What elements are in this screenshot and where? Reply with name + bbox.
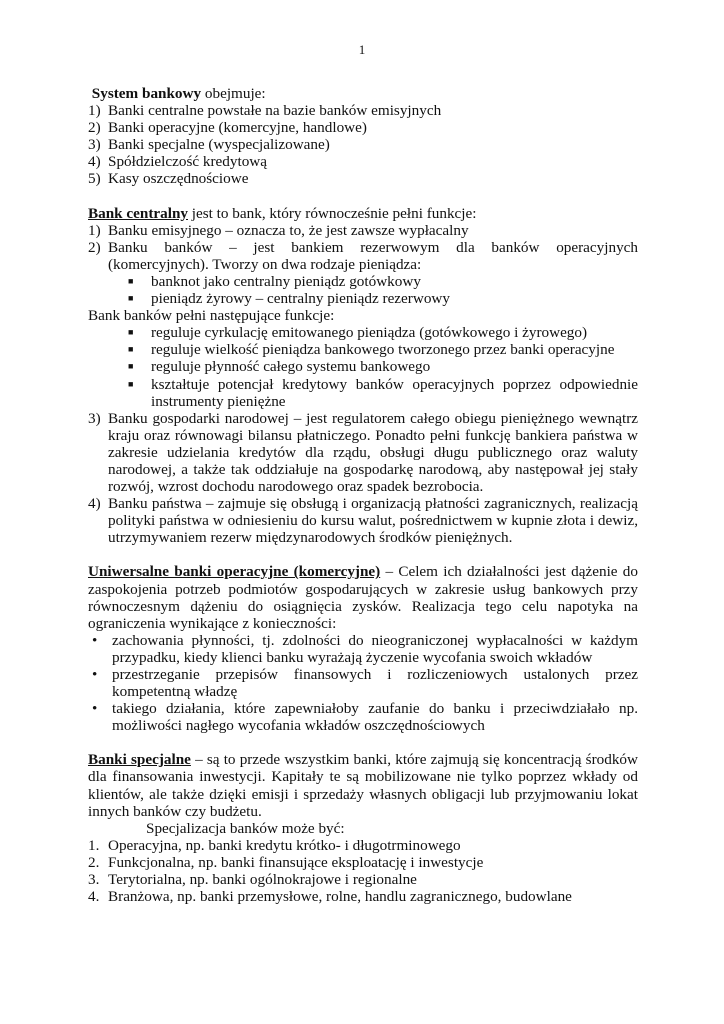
square-bullet-icon: ■ bbox=[128, 378, 134, 389]
square-bullet-item: ■ reguluje wielkość pieniądza bankowego tworzonego przez banki operacyjne bbox=[128, 341, 615, 359]
dot-bullet-item: • takiego działania, które zapewniałoby zaufanie do banku i przeciwdziałało np. możliwości nagłego wycofania wkładów oszczędnościowych bbox=[92, 700, 638, 735]
dot-bullet-item: • zachowania płynności, tj. zdolności do nieograniczonej wypłacalności w każdym przypadku, kiedy klienci banku wyrażają życzenie wycofania swoich wkładów bbox=[92, 631, 638, 666]
list-item: 2) Banki operacyjne (komercyjne, handlowe) bbox=[88, 119, 367, 137]
list-item: 2. Funkcjonalna, np. banki finansujące eksploatację i inwestycje bbox=[88, 853, 484, 871]
section-heading: Banki specjalne bbox=[88, 751, 191, 769]
bullet-icon: • bbox=[92, 700, 98, 718]
square-bullet-item: ■ reguluje płynność całego systemu bankowego bbox=[128, 358, 431, 376]
page-number: 1 bbox=[358, 42, 366, 57]
section-heading: System bankowy bbox=[91, 85, 202, 102]
square-bullet-icon: ■ bbox=[128, 275, 134, 286]
square-bullet-icon: ■ bbox=[128, 327, 134, 338]
list-item: 3) Banki specjalne (wyspecjalizowane) bbox=[88, 136, 330, 154]
section-banki-specjalne-intro: Banki specjalne – są to przede wszystkim banki, które zajmują się koncentracją środków dla finansowania inwestycji. Kapitały te są mobilizowane nie tylko poprzez wkłady od klientów, ale także dzięki emisji i sprzedaży własnych obligacji lub przyjmowaniu lokat innych banków czy budżetu. bbox=[88, 751, 638, 820]
square-bullet-icon: ■ bbox=[128, 344, 134, 355]
list-item: 1) Banki centralne powstałe na bazie banków emisyjnych bbox=[88, 102, 442, 120]
list-item: 2) Banku banków – jest bankiem rezerwowym dla banków operacyjnych (komercyjnych). Tworzy on dwa rodzaje pieniądza: bbox=[88, 238, 638, 273]
list-item: 4) Banku państwa – zajmuje się obsługą i organizacją płatności zagranicznych, realizacją polityki państwa w odniesieniu do kursu walut, pośrednictwem w kupnie złota i dewiz, utrzymywaniem rezerw międzynarodowych środków pieniężnych. bbox=[88, 495, 638, 547]
list-item: 3) Banku gospodarki narodowej – jest regulatorem całego obiegu pieniężnego wewnątrz kraju oraz równowagi bilansu płatniczego. Ponadto pełni funkcję bankiera państwa w zakresie udzielania kredytów dla rządu, obsługi długu publicznego oraz waluty narodowej, a także tak oddziałuje na gospodarkę narodową, aby następował jej stały rozwój, wzrost dochodu narodowego oraz spadek bezrobocia. bbox=[88, 409, 638, 496]
list-item: 4) Spółdzielczość kredytową bbox=[88, 153, 267, 171]
section-heading: Bank centralny bbox=[88, 204, 188, 222]
square-bullet-item: ■ kształtuje potencjał kredytowy banków operacyjnych poprzez odpowiednie instrumenty pieniężne bbox=[128, 375, 638, 410]
bullet-icon: • bbox=[92, 666, 98, 683]
square-bullet-item: ■ pieniądz żyrowy – centralny pieniądz rezerwowy bbox=[128, 290, 450, 308]
list-item: 1. Operacyjna, np. banki kredytu krótko- i długotrminowego bbox=[88, 836, 461, 854]
dot-bullet-item: • przestrzeganie przepisów finansowych i rozliczeniowych ustalonych przez kompetentną władzę bbox=[92, 666, 638, 701]
list-item: 4. Branżowa, np. banki przemysłowe, rolne, handlu zagranicznego, budowlane bbox=[88, 888, 572, 906]
section-bank-centralny-intro: Bank centralny jest to bank, który równocześnie pełni funkcje: bbox=[88, 204, 477, 222]
section-heading: Uniwersalne banki operacyjne (komercyjne) bbox=[88, 563, 381, 581]
section-system-bankowy-intro: System bankowy obejmuje: bbox=[91, 85, 266, 102]
section-banki-operacyjne-intro: Uniwersalne banki operacyjne (komercyjne) – Celem ich działalności jest dążenie do zaspokojenia potrzeb podmiotów gospodarujących w zakresie usług bankowych przy równoczesnym dążeniu do osiągnięcia zysków. Realizacja tego celu napotyka na ograniczenia wynikające z konieczności: bbox=[88, 563, 638, 632]
list-item: 1) Banku emisyjnego – oznacza to, że jest zawsze wypłacalny bbox=[88, 221, 469, 239]
functions-intro: Bank banków pełni następujące funkcje: bbox=[88, 307, 335, 325]
square-bullet-icon: ■ bbox=[128, 293, 134, 304]
document-body bbox=[88, 85, 638, 905]
list-item: 3. Terytorialna, np. banki ogólnokrajowe i regionalne bbox=[88, 871, 417, 889]
square-bullet-icon: ■ bbox=[128, 361, 134, 372]
square-bullet-item: ■ banknot jako centralny pieniądz gotówkowy bbox=[128, 272, 421, 290]
specialization-intro: Specjalizacja banków może być: bbox=[146, 819, 345, 837]
bullet-icon: • bbox=[92, 631, 98, 649]
square-bullet-item: ■ reguluje cyrkulację emitowanego pieniądza (gotówkowego i żyrowego) bbox=[128, 324, 588, 342]
list-item: 5) Kasy oszczędnościowe bbox=[88, 170, 249, 188]
